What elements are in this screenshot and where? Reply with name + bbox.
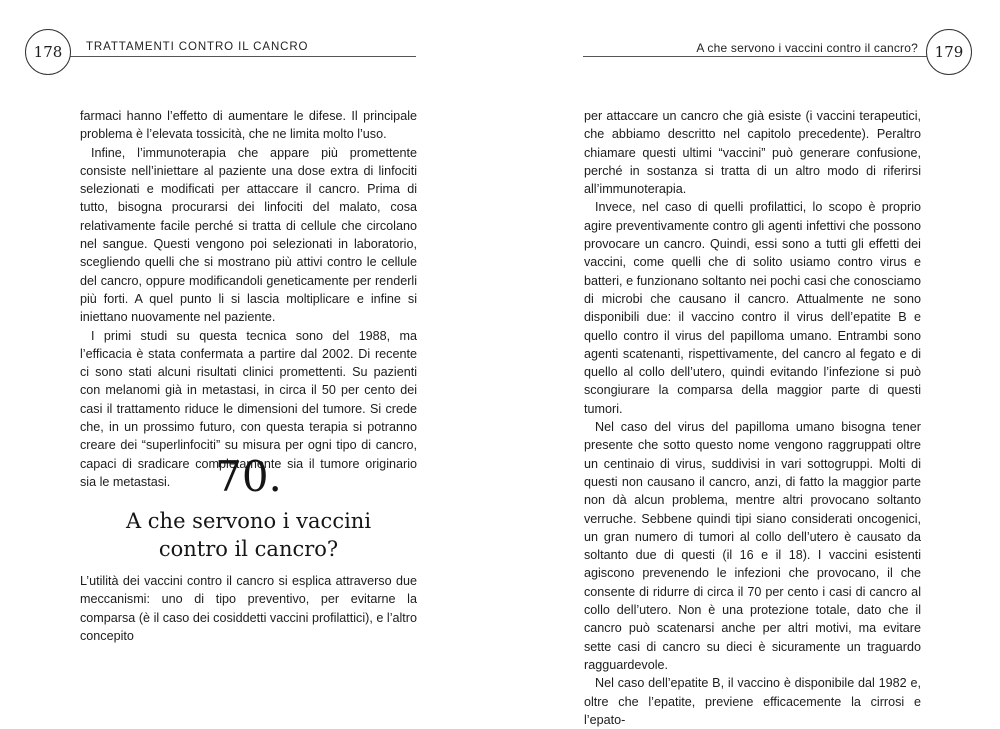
running-head-right: A che servono i vaccini contro il cancro? xyxy=(696,41,918,55)
paragraph: Invece, nel caso di quelli profilattici, lo scopo è proprio agire preventivamente contro gli agenti infettivi che possono provocare un cancro. Quindi, essi sono a tutti gli effetti dei vaccini, come quelli che di solito usiamo contro virus e batteri, e funzionano soltanto nei pochi casi che conosciamo di microbi che causano il cancro. Attualmente ne sono disponibili due: il vaccino contro il virus dell’epatite B e quello contro il virus del papilloma umano. Entrambi sono agenti scatenanti, rispettivamente, del cancro al fegato e di quello al collo dell’utero, quindi evitando l’infezione si può scongiurare la comparsa della maggior parte di questi tumori. xyxy=(584,200,921,416)
header-rule-right xyxy=(583,56,927,57)
chapter-title-line: A che servono i vaccini xyxy=(125,509,372,533)
page-number-left: 178 xyxy=(25,29,71,75)
left-page xyxy=(0,0,500,672)
right-page xyxy=(500,0,1000,727)
paragraph: Nel caso dell’epatite B, il vaccino è disponibile dal 1982 e, oltre che l’epatite, previene efficacemente la cirrosi e l’epato- xyxy=(584,676,921,727)
paragraph: farmaci hanno l’effetto di aumentare le difese. Il principale problema è l’elevata tossicità, che ne limita molto l’uso. xyxy=(80,109,417,142)
paragraph: Nel caso del virus del papilloma umano bisogna tener presente che sotto questo nome vengono raggruppati oltre un centinaio di virus, suddivisi in vari sottogruppi. Molti di questi non causano il cancro, anzi, di fatto la maggior parte non dà alcun problema, mentre altri provocano soltanto verruche. Sebbene quindi tipi siano considerati oncogenici, un gran numero di tumori al collo dell’utero è causato da soltanto due di questi (il 16 e il 18). I vaccini esistenti agiscono prevenendo le infezioni che provocano, il che consente di ridurre di circa il 70 per cento i casi di cancro al collo dell’utero. Non è una protezione totale, dato che il cancro può scatenarsi anche per altri motivi, ma evitare sette casi di cancro su dieci è sicuramente un traguardo ragguardevole. xyxy=(584,420,921,672)
paragraph: L’utilità dei vaccini contro il cancro si esplica attraverso due meccanismi: uno di tipo preventivo, per evitarne la comparsa (è il caso dei cosiddetti vaccini profilattici), e l’altro concepito xyxy=(80,574,417,643)
header-rule-left xyxy=(70,56,416,57)
body-text-right xyxy=(584,107,921,729)
chapter-title-line: contro il cancro? xyxy=(158,537,339,561)
paragraph: per attaccare un cancro che già esiste (i vaccini terapeutici, che abbiamo descritto nel capitolo precedente). Peraltro chiamare questi ultimi “vaccini” può generare confusione, perché in sostanza si tratta di un altro modo di riferirsi all’immunoterapia. xyxy=(584,109,921,197)
chapter-number: 70. xyxy=(215,452,282,501)
chapter-intro-text xyxy=(80,572,417,645)
running-head-left: TRATTAMENTI CONTRO IL CANCRO xyxy=(86,41,309,53)
body-text-left xyxy=(80,107,417,491)
chapter-title xyxy=(80,507,417,563)
paragraph: I primi studi su questa tecnica sono del 1988, ma l’efficacia è stata confermata a partire dal 2002. Di recente ci sono stati alcuni risultati clinici promettenti. Su pazienti con melanomi già in metastasi, in circa il 50 per cento dei casi il trattamento riduce le dimensioni del tumore. Si crede che, in un prossimo futuro, con questa terapia si potranno creare dei “superlinfociti” su misura per ogni tipo di cancro, capaci di sradicare completamente sia il tumore originario sia le metastasi. xyxy=(80,328,417,489)
paragraph: Infine, l’immunoterapia che appare più promettente consiste nell’iniettare al paziente una dose extra di linfociti selezionati e modificati per attaccare il cancro. Prima di tutto, bisogna procurarsi dei linfociti del malato, cosa relativamente facile perché si tratta di cellule che circolano nel sangue. Questi vengono poi selezionati in laboratorio, scegliendo quelli che si mostrano più attivi contro le cellule del cancro, oppure modificandoli geneticamente per renderli più forti. A quel punto li si lascia moltiplicare e infine si iniettano nuovamente nel paziente. xyxy=(80,145,417,325)
page-number-right: 179 xyxy=(926,29,972,75)
